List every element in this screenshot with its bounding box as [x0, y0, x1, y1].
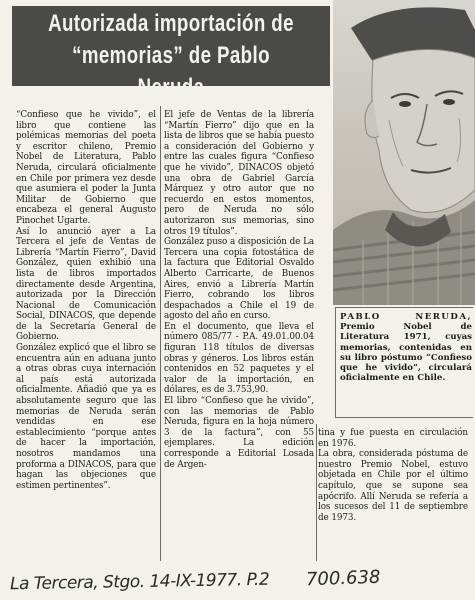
- article-column-1: “Confieso que he vivido”, el libro que contiene las polémicas memorias del poeta y escritor chileno, Premio Nobel de Literatura, Pablo Neruda, circulará oficialmente en Chile por primera vez desde que asumiera el poder la Junta Militar de Gobierno que encabeza el general Augusto Pinochet Ugarte. Así lo anunció ayer a La Tercera el jefe de Ventas de Librería “Martín Fierro”, David González, quien exhibió una lista de libros importados directamente desde Argentina, autorizada por la Dirección Nacional de Comunicación Social, DINACOS, que depende de la Secretaría General de Gobierno. González explicó que el libro se encuentra aún en aduana junto a otras obras cuya internación al país está autorizada oficialmente. Añadió que ya es absolutamente seguro que las memorias de Neruda serán vendidas en ese establecimiento “porque antes de hacer la importación, nosotros mandamos una proforma a DINACOS, para que hagan las objeciones que estimen pertinentes”.: [16, 110, 156, 491]
- caption-bottom-rule: [335, 417, 473, 418]
- caption-name: PABLO NERUDA,: [340, 312, 472, 322]
- caption-text: Premio Nobel de Literatura 1971, cuyas memorias, contenidas en su libro póstumo “Confieso que he vivido”, circulará oficialmente en Chile.: [340, 322, 472, 384]
- headline-line-1: Autorizada importación de: [48, 10, 294, 37]
- caption-left-rule: [335, 307, 336, 417]
- headline: [47, 8, 295, 104]
- column-rule-1: [160, 106, 161, 561]
- handwritten-catalog-number: 700.638: [305, 566, 381, 591]
- article-column-3: tina y fue puesta en circulación en 1976. La obra, considerada póstuma de nuestro Premio Nobel, estuvo objetada en Chile por el último capítulo, que se supone sea apócrifo. Allí Neruda se refería a los sucesos del 11 de septiembre de 1973.: [318, 428, 468, 523]
- caption-top-rule: [335, 307, 473, 308]
- portrait-illustration: [333, 0, 475, 305]
- article-column-2: El jefe de Ventas de la librería “Martín Fierro” dijo que en la lista de libros que se había puesto a consideración del Gobierno y entre las cuales figura “Confieso que he vivido”, DINACOS objetó una obra de Gabriel García Márquez y otro autor que no recuerdo en estos momentos, pero de Neruda no sólo autorizaron sus memorias, sino otros 19 títulos”. González puso a disposición de La Tercera una copia fotostática de la factura que Editorial Osvaldo Alberto Carricarte, de Buenos Aires, envió a Librería Martín Fierro, cobrando los libros despachados a Chile el 19 de agosto del año en curso. En el documento, que lleva el número 085/77 - P.A. 49.01.00.04 figuran 118 títulos de diversas obras y géneros. Los libros están contenidos en 52 paquetes y el valor de la importación, en dólares, es de 3.753,90. El libro “Confieso que he vivido”, con las memorias de Pablo Neruda, figura en la hoja número 3 de la factura”, con 55 ejemplares. La edición corresponde a Editorial Losada de Argen-: [164, 110, 314, 470]
- portrait-photo: [333, 0, 475, 305]
- handwritten-source-note: La Tercera, Stgo. 14-IX-1977. P.2: [9, 569, 270, 595]
- headline-line-2: “memorias” de Pablo Neruda: [72, 42, 270, 101]
- headline-block: [12, 6, 330, 101]
- photo-caption: [340, 312, 472, 383]
- column-rule-2: [316, 424, 317, 561]
